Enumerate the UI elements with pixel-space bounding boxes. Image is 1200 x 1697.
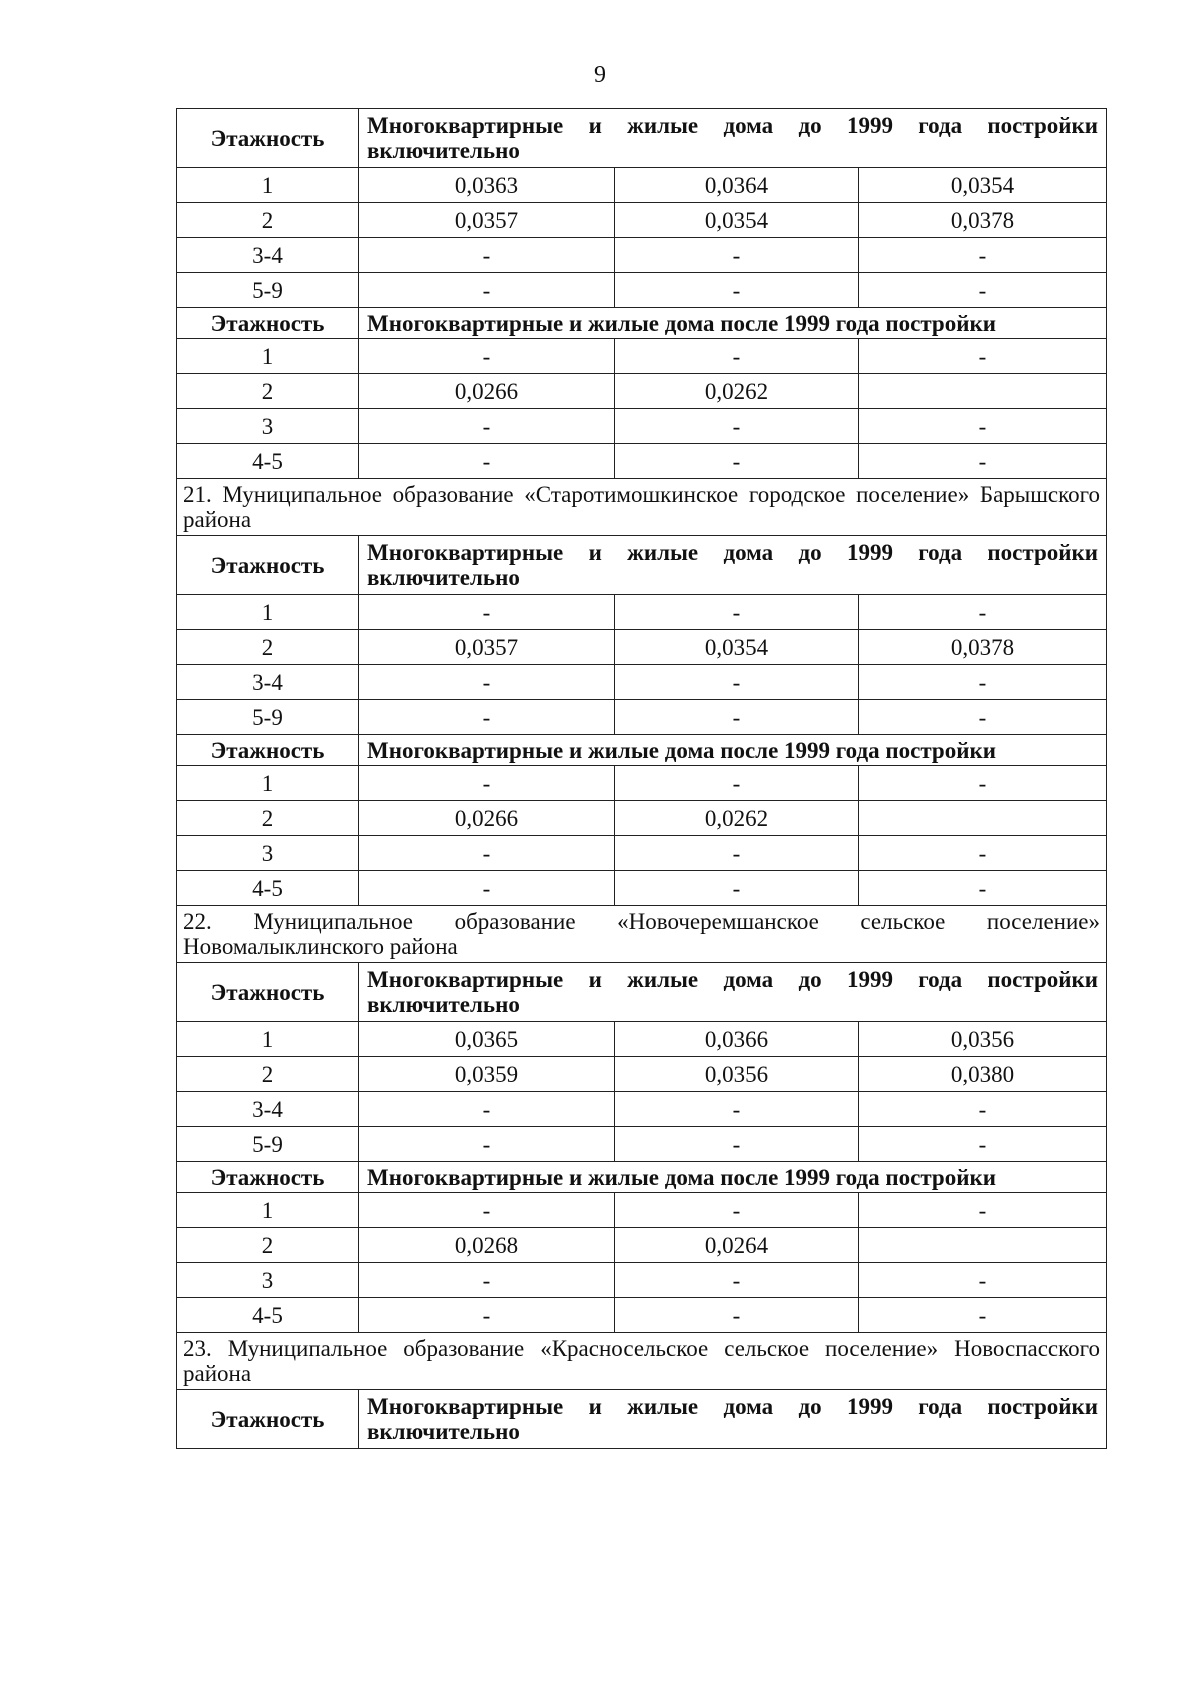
- value-cell: -: [859, 595, 1107, 630]
- header-row-before-1999: [177, 536, 1107, 595]
- floors-cell: 2: [177, 630, 359, 665]
- value-cell: -: [859, 1092, 1107, 1127]
- value-cell: -: [615, 1127, 859, 1162]
- value-cell: 0,0356: [859, 1022, 1107, 1057]
- value-cell: 0,0354: [615, 630, 859, 665]
- value-cell: -: [359, 1092, 615, 1127]
- floors-header: Этажность: [177, 735, 359, 766]
- value-cell: 0,0363: [359, 168, 615, 203]
- table-row: [177, 1127, 1107, 1162]
- value-cell: -: [615, 595, 859, 630]
- value-cell: -: [859, 273, 1107, 308]
- value-cell: -: [615, 339, 859, 374]
- floors-cell: 3-4: [177, 238, 359, 273]
- municipality-row: [177, 1333, 1107, 1390]
- value-cell: -: [359, 409, 615, 444]
- value-cell: -: [859, 1127, 1107, 1162]
- floors-cell: 3: [177, 409, 359, 444]
- value-cell: -: [859, 1193, 1107, 1228]
- value-cell: -: [359, 1263, 615, 1298]
- value-cell: -: [615, 1193, 859, 1228]
- table-row: [177, 871, 1107, 906]
- value-cell: 0,0366: [615, 1022, 859, 1057]
- after-1999-header: Многоквартирные и жилые дома после 1999 года постройки: [359, 735, 1107, 766]
- value-cell: -: [615, 766, 859, 801]
- value-cell: -: [859, 1263, 1107, 1298]
- floors-cell: 2: [177, 374, 359, 409]
- coefficients-table: [176, 108, 1107, 1449]
- value-cell: -: [859, 444, 1107, 479]
- table-row: [177, 801, 1107, 836]
- header-row-before-1999: [177, 963, 1107, 1022]
- table-row: [177, 836, 1107, 871]
- table-row: [177, 665, 1107, 700]
- floors-cell: 1: [177, 766, 359, 801]
- value-cell: -: [859, 409, 1107, 444]
- value-cell: 0,0266: [359, 801, 615, 836]
- value-cell: -: [359, 339, 615, 374]
- value-cell: -: [859, 871, 1107, 906]
- table-row: [177, 1092, 1107, 1127]
- before-1999-header: Многоквартирные и жилые дома до 1999 года постройки включительно: [359, 963, 1107, 1022]
- value-cell: [859, 801, 1107, 836]
- table-row: [177, 1022, 1107, 1057]
- value-cell: [859, 374, 1107, 409]
- table-row: [177, 409, 1107, 444]
- header-row-before-1999: [177, 1390, 1107, 1449]
- table-row: [177, 339, 1107, 374]
- floors-cell: 4-5: [177, 871, 359, 906]
- table-row: [177, 168, 1107, 203]
- table-row: [177, 444, 1107, 479]
- floors-cell: 1: [177, 168, 359, 203]
- value-cell: -: [615, 1298, 859, 1333]
- floors-cell: 2: [177, 203, 359, 238]
- before-1999-header: Многоквартирные и жилые дома до 1999 года постройки включительно: [359, 1390, 1107, 1449]
- floors-cell: 3: [177, 1263, 359, 1298]
- value-cell: -: [359, 700, 615, 735]
- municipality-title: 22. Муниципальное образование «Новочеремшанское сельское поселение» Новомалыклинского района: [177, 906, 1107, 963]
- table-row: [177, 1193, 1107, 1228]
- floors-cell: 1: [177, 1022, 359, 1057]
- after-1999-header: Многоквартирные и жилые дома после 1999 года постройки: [359, 308, 1107, 339]
- value-cell: -: [359, 595, 615, 630]
- table-row: [177, 238, 1107, 273]
- value-cell: 0,0359: [359, 1057, 615, 1092]
- value-cell: -: [359, 1298, 615, 1333]
- value-cell: -: [859, 836, 1107, 871]
- header-row-before-1999: [177, 109, 1107, 168]
- value-cell: 0,0357: [359, 630, 615, 665]
- before-1999-header: Многоквартирные и жилые дома до 1999 года постройки включительно: [359, 536, 1107, 595]
- floors-cell: 1: [177, 1193, 359, 1228]
- table-row: [177, 203, 1107, 238]
- value-cell: -: [859, 238, 1107, 273]
- value-cell: -: [615, 1092, 859, 1127]
- floors-header: Этажность: [177, 963, 359, 1022]
- floors-header: Этажность: [177, 1162, 359, 1193]
- table-row: [177, 630, 1107, 665]
- value-cell: -: [615, 1263, 859, 1298]
- floors-cell: 3: [177, 836, 359, 871]
- municipality-row: [177, 906, 1107, 963]
- value-cell: -: [359, 665, 615, 700]
- value-cell: 0,0354: [859, 168, 1107, 203]
- value-cell: 0,0354: [615, 203, 859, 238]
- value-cell: -: [615, 238, 859, 273]
- value-cell: -: [615, 444, 859, 479]
- floors-cell: 1: [177, 339, 359, 374]
- value-cell: -: [359, 238, 615, 273]
- page-number: 9: [594, 62, 606, 88]
- table-row: [177, 766, 1107, 801]
- municipality-row: [177, 479, 1107, 536]
- value-cell: 0,0378: [859, 203, 1107, 238]
- floors-cell: 5-9: [177, 273, 359, 308]
- value-cell: -: [859, 700, 1107, 735]
- value-cell: 0,0378: [859, 630, 1107, 665]
- value-cell: 0,0365: [359, 1022, 615, 1057]
- table-row: [177, 1057, 1107, 1092]
- value-cell: -: [859, 766, 1107, 801]
- floors-cell: 2: [177, 1228, 359, 1263]
- value-cell: 0,0262: [615, 801, 859, 836]
- value-cell: [859, 1228, 1107, 1263]
- header-row-after-1999: [177, 735, 1107, 766]
- value-cell: 0,0264: [615, 1228, 859, 1263]
- table-row: [177, 1298, 1107, 1333]
- table-row: [177, 700, 1107, 735]
- value-cell: -: [615, 836, 859, 871]
- floors-cell: 3-4: [177, 665, 359, 700]
- floors-cell: 2: [177, 801, 359, 836]
- municipality-title: 21. Муниципальное образование «Старотимошкинское городское поселение» Барышского района: [177, 479, 1107, 536]
- municipality-title: 23. Муниципальное образование «Красносельское сельское поселение» Новоспасского района: [177, 1333, 1107, 1390]
- value-cell: -: [859, 339, 1107, 374]
- table-body: [177, 109, 1107, 1449]
- table-row: [177, 273, 1107, 308]
- value-cell: -: [615, 700, 859, 735]
- value-cell: 0,0262: [615, 374, 859, 409]
- value-cell: -: [359, 444, 615, 479]
- value-cell: -: [615, 665, 859, 700]
- header-row-after-1999: [177, 1162, 1107, 1193]
- value-cell: 0,0266: [359, 374, 615, 409]
- header-row-after-1999: [177, 308, 1107, 339]
- floors-cell: 3-4: [177, 1092, 359, 1127]
- value-cell: -: [359, 1127, 615, 1162]
- table-row: [177, 595, 1107, 630]
- before-1999-header: Многоквартирные и жилые дома до 1999 года постройки включительно: [359, 109, 1107, 168]
- floors-header: Этажность: [177, 109, 359, 168]
- table-row: [177, 1228, 1107, 1263]
- floors-cell: 4-5: [177, 444, 359, 479]
- value-cell: -: [359, 273, 615, 308]
- value-cell: -: [615, 409, 859, 444]
- after-1999-header: Многоквартирные и жилые дома после 1999 года постройки: [359, 1162, 1107, 1193]
- floors-header: Этажность: [177, 1390, 359, 1449]
- floors-header: Этажность: [177, 308, 359, 339]
- floors-cell: 1: [177, 595, 359, 630]
- table-row: [177, 374, 1107, 409]
- value-cell: -: [859, 1298, 1107, 1333]
- value-cell: 0,0357: [359, 203, 615, 238]
- table-row: [177, 1263, 1107, 1298]
- value-cell: 0,0268: [359, 1228, 615, 1263]
- floors-cell: 2: [177, 1057, 359, 1092]
- value-cell: -: [359, 836, 615, 871]
- value-cell: -: [359, 871, 615, 906]
- floors-cell: 5-9: [177, 1127, 359, 1162]
- floors-cell: 4-5: [177, 1298, 359, 1333]
- value-cell: -: [359, 1193, 615, 1228]
- value-cell: 0,0356: [615, 1057, 859, 1092]
- value-cell: 0,0364: [615, 168, 859, 203]
- value-cell: 0,0380: [859, 1057, 1107, 1092]
- floors-cell: 5-9: [177, 700, 359, 735]
- value-cell: -: [615, 871, 859, 906]
- value-cell: -: [859, 665, 1107, 700]
- floors-header: Этажность: [177, 536, 359, 595]
- value-cell: -: [359, 766, 615, 801]
- value-cell: -: [615, 273, 859, 308]
